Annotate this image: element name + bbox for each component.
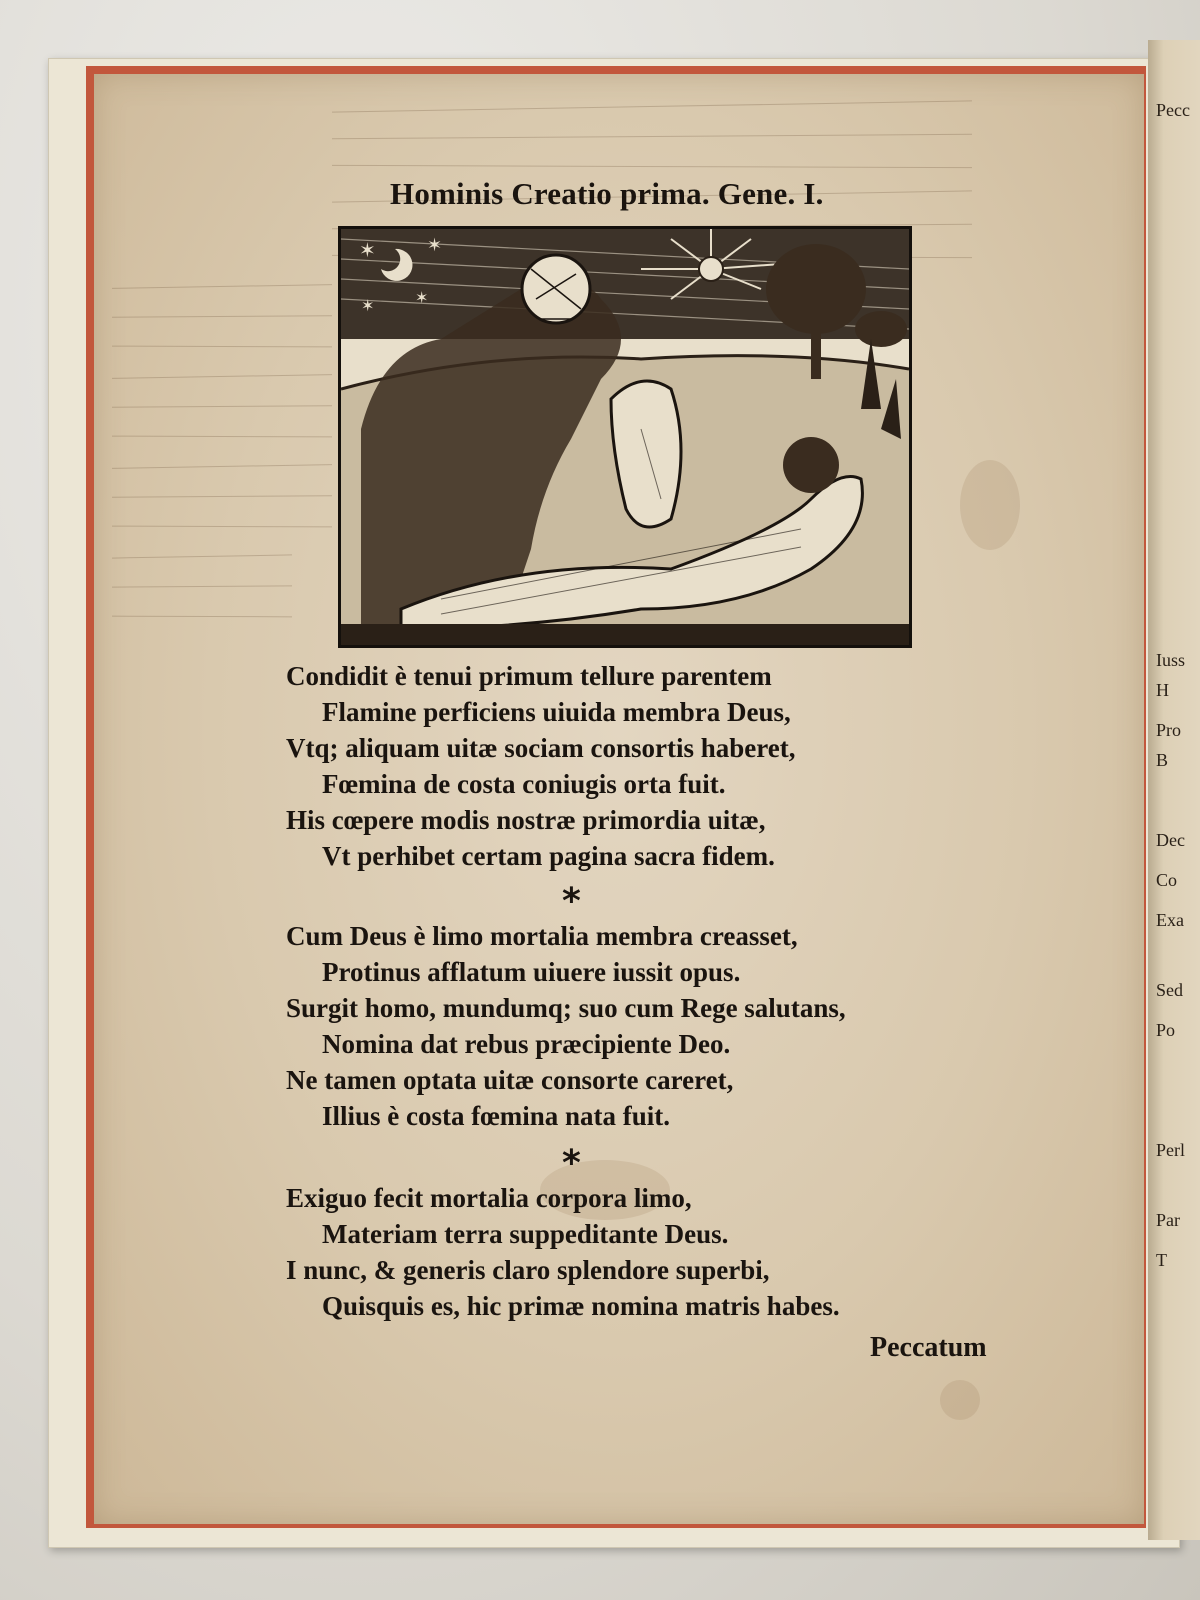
facing-fragment: Par bbox=[1156, 1210, 1180, 1230]
faded-ink-line bbox=[112, 464, 332, 469]
faded-ink-line bbox=[332, 100, 972, 112]
page-heading: Hominis Creatio prima. Gene. I. bbox=[390, 176, 824, 211]
stanza-3 bbox=[286, 1180, 1046, 1324]
facing-fragment: Sed bbox=[1156, 980, 1183, 1000]
svg-text:✶: ✶ bbox=[415, 290, 429, 307]
facing-page-edge bbox=[1148, 40, 1200, 1540]
verse-line: Illius è costa fœmina nata fuit. bbox=[322, 1101, 671, 1131]
facing-fragment: Perl bbox=[1156, 1140, 1185, 1160]
verse-line: Exiguo fecit mortalia corpora limo, bbox=[286, 1183, 692, 1213]
facing-fragment: B bbox=[1156, 750, 1169, 770]
facing-fragment: Pro bbox=[1156, 720, 1182, 740]
verse-line: Vt perhibet certam pagina sacra fidem. bbox=[322, 841, 775, 871]
stanza-1 bbox=[286, 658, 1046, 874]
faded-ink-line bbox=[112, 526, 332, 528]
faded-ink-line bbox=[112, 315, 332, 318]
sun-icon bbox=[699, 257, 723, 281]
verse-line: His cœpere modis nostræ primordia uitæ, bbox=[286, 805, 766, 835]
asterisk-separator: * bbox=[562, 1143, 581, 1184]
verse-line: Condidit è tenui primum tellure parentem bbox=[286, 661, 772, 691]
verse-line: Materiam terra suppeditante Deus. bbox=[322, 1219, 729, 1249]
faded-ink-line bbox=[112, 284, 332, 289]
woodcut-illustration bbox=[338, 226, 912, 648]
verse-line: I nunc, & generis claro splendore superbi, bbox=[286, 1255, 770, 1285]
paper-stain bbox=[940, 1380, 980, 1420]
verse-line: Vtq; aliquam uitæ sociam consortis haberet, bbox=[286, 733, 796, 763]
stanza-2 bbox=[286, 918, 1046, 1134]
facing-fragment: Exa bbox=[1156, 910, 1184, 930]
facing-fragment: Po bbox=[1156, 1020, 1176, 1040]
verse-line: Protinus afflatum uiuere iussit opus. bbox=[322, 957, 741, 987]
faded-ink-line bbox=[112, 436, 332, 438]
faded-ink-line bbox=[112, 616, 292, 618]
verse-line: Cum Deus è limo mortalia membra creasset, bbox=[286, 921, 798, 951]
paper-stain bbox=[960, 460, 1020, 550]
svg-text:✶: ✶ bbox=[359, 240, 376, 262]
verse-line: Quisquis es, hic primæ nomina matris habes. bbox=[322, 1291, 840, 1321]
facing-fragment: Pecc bbox=[1156, 100, 1190, 120]
faded-ink-line bbox=[112, 554, 292, 558]
svg-text:✶: ✶ bbox=[361, 298, 375, 315]
verse-line: Ne tamen optata uitæ consorte careret, bbox=[286, 1065, 734, 1095]
faded-ink-line bbox=[112, 346, 332, 348]
faded-ink-line bbox=[332, 165, 972, 168]
verse-line: Flamine perficiens uiuida membra Deus, bbox=[322, 697, 791, 727]
verse-line: Surgit homo, mundumq; suo cum Rege salutans, bbox=[286, 993, 846, 1023]
facing-fragment: H bbox=[1156, 680, 1169, 700]
verse-line: Fœmina de costa coniugis orta fuit. bbox=[322, 769, 726, 799]
facing-fragment: Co bbox=[1156, 870, 1178, 890]
faded-ink-line bbox=[112, 374, 332, 379]
faded-ink-line bbox=[112, 585, 292, 587]
verse-line: Nomina dat rebus præcipiente Deo. bbox=[322, 1029, 731, 1059]
facing-fragment: Iuss bbox=[1156, 650, 1186, 670]
asterisk-separator: * bbox=[562, 881, 581, 922]
faded-ink-line bbox=[112, 495, 332, 498]
facing-fragment: T bbox=[1156, 1250, 1167, 1270]
facing-fragment: Dec bbox=[1156, 830, 1185, 850]
catchword: Peccatum bbox=[870, 1332, 987, 1363]
svg-text:✶: ✶ bbox=[427, 235, 443, 255]
faded-ink-line bbox=[112, 405, 332, 408]
faded-ink-line bbox=[332, 134, 972, 139]
